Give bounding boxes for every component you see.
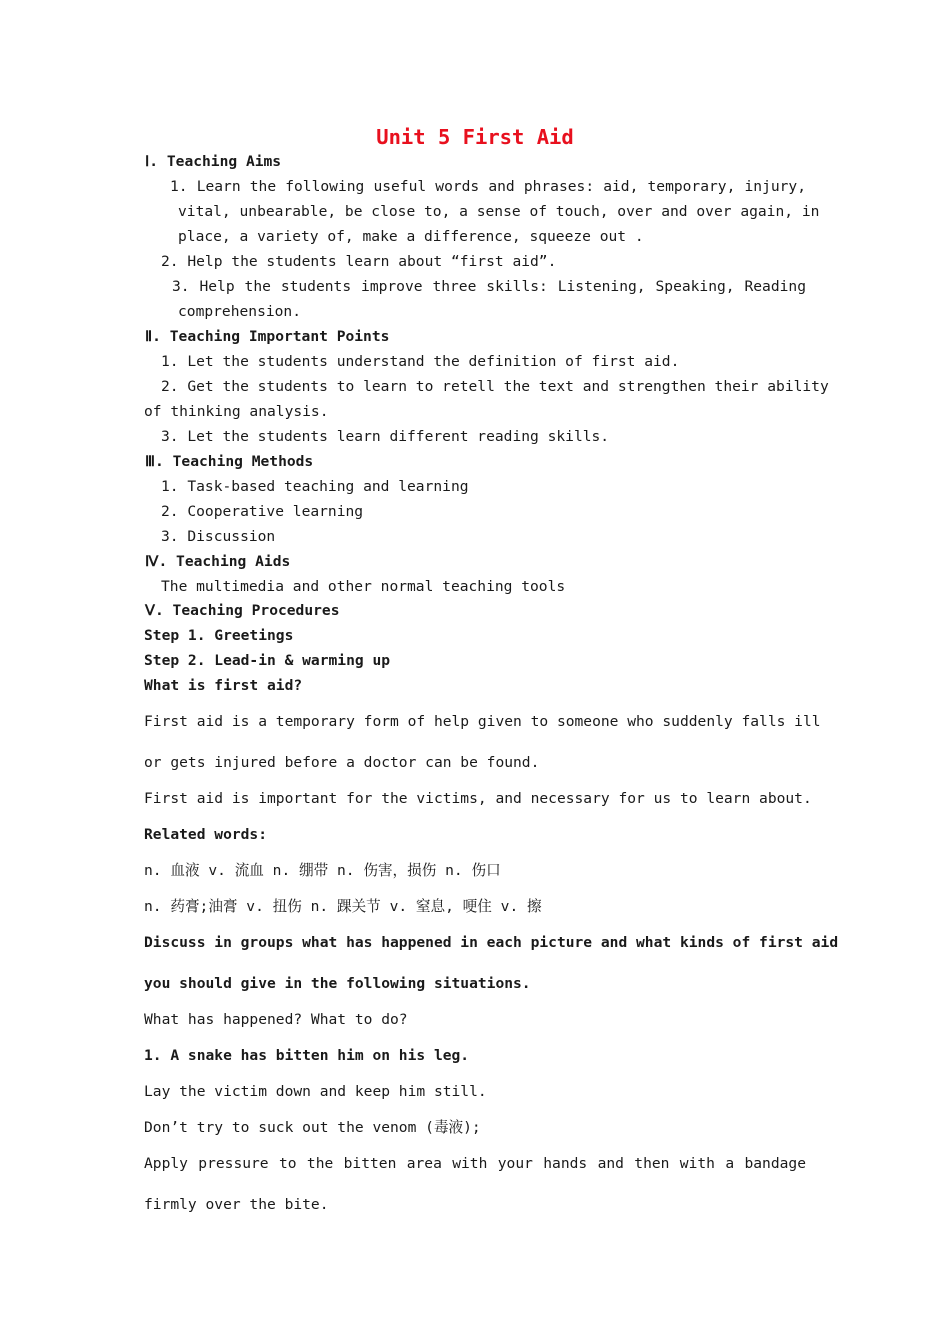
step-2-heading: Step 2. Lead-in & warming up (144, 652, 391, 669)
definition-line-1: First aid is a temporary form of help given to someone who suddenly falls ill (144, 713, 821, 730)
discussion-line-2: you should give in the following situations. (144, 975, 531, 992)
aids-line-1: The multimedia and other normal teaching tools (161, 578, 566, 595)
methods-line-3: 3. Discussion (161, 528, 276, 545)
methods-line-1: 1. Task-based teaching and learning (161, 478, 469, 495)
points-line-3: of thinking analysis. (144, 403, 329, 420)
case-1-line-4: firmly over the bite. (144, 1196, 329, 1213)
step-1-heading: Step 1. Greetings (144, 627, 294, 644)
points-line-2: 2. Get the students to learn to retell the text and strengthen their ability (161, 378, 829, 395)
aims-line-1: 1. Learn the following useful words and phrases: aid, temporary, injury, (170, 178, 806, 195)
page-title: Unit 5 First Aid (376, 125, 574, 149)
what-happened-question: What has happened? What to do? (144, 1011, 408, 1028)
case-1-heading: 1. A snake has bitten him on his leg. (144, 1047, 470, 1064)
related-words-line-2: n. 药膏;油膏 v. 扭伤 n. 踝关节 v. 窒息, 哽住 v. 擦 (144, 898, 542, 915)
aims-line-4: 2. Help the students learn about “first aid”. (161, 253, 557, 270)
section-heading-important-points: Ⅱ. Teaching Important Points (145, 328, 390, 345)
question-first-aid: What is first aid? (144, 677, 303, 694)
case-1-line-3: Apply pressure to the bitten area with your hands and then with a bandage (144, 1155, 806, 1172)
related-words-line-1: n. 血液 v. 流血 n. 绷带 n. 伤害，损伤 n. 伤口 (144, 862, 501, 879)
aims-line-3: place, a variety of, make a difference, squeeze out . (178, 228, 644, 245)
aims-line-5: 3. Help the students improve three skills: Listening, Speaking, Reading (172, 278, 806, 295)
points-line-4: 3. Let the students learn different reading skills. (161, 428, 610, 445)
section-heading-procedures: Ⅴ. Teaching Procedures (145, 602, 340, 619)
aims-line-6: comprehension. (178, 303, 302, 320)
case-1-line-2: Don’t try to suck out the venom (毒液); (144, 1119, 481, 1136)
discussion-line-1: Discuss in groups what has happened in each picture and what kinds of first aid (144, 934, 839, 951)
section-heading-methods: Ⅲ. Teaching Methods (145, 453, 314, 470)
methods-line-2: 2. Cooperative learning (161, 503, 364, 520)
aims-line-2: vital, unbearable, be close to, a sense of touch, over and over again, in (178, 203, 820, 220)
section-heading-aids: Ⅳ. Teaching Aids (145, 553, 291, 570)
section-heading-teaching-aims: Ⅰ. Teaching Aims (145, 153, 282, 170)
case-1-line-1: Lay the victim down and keep him still. (144, 1083, 487, 1100)
importance-line: First aid is important for the victims, and necessary for us to learn about. (144, 790, 812, 807)
definition-line-2: or gets injured before a doctor can be found. (144, 754, 540, 771)
points-line-1: 1. Let the students understand the definition of first aid. (161, 353, 680, 370)
related-words-heading: Related words: (144, 826, 268, 843)
